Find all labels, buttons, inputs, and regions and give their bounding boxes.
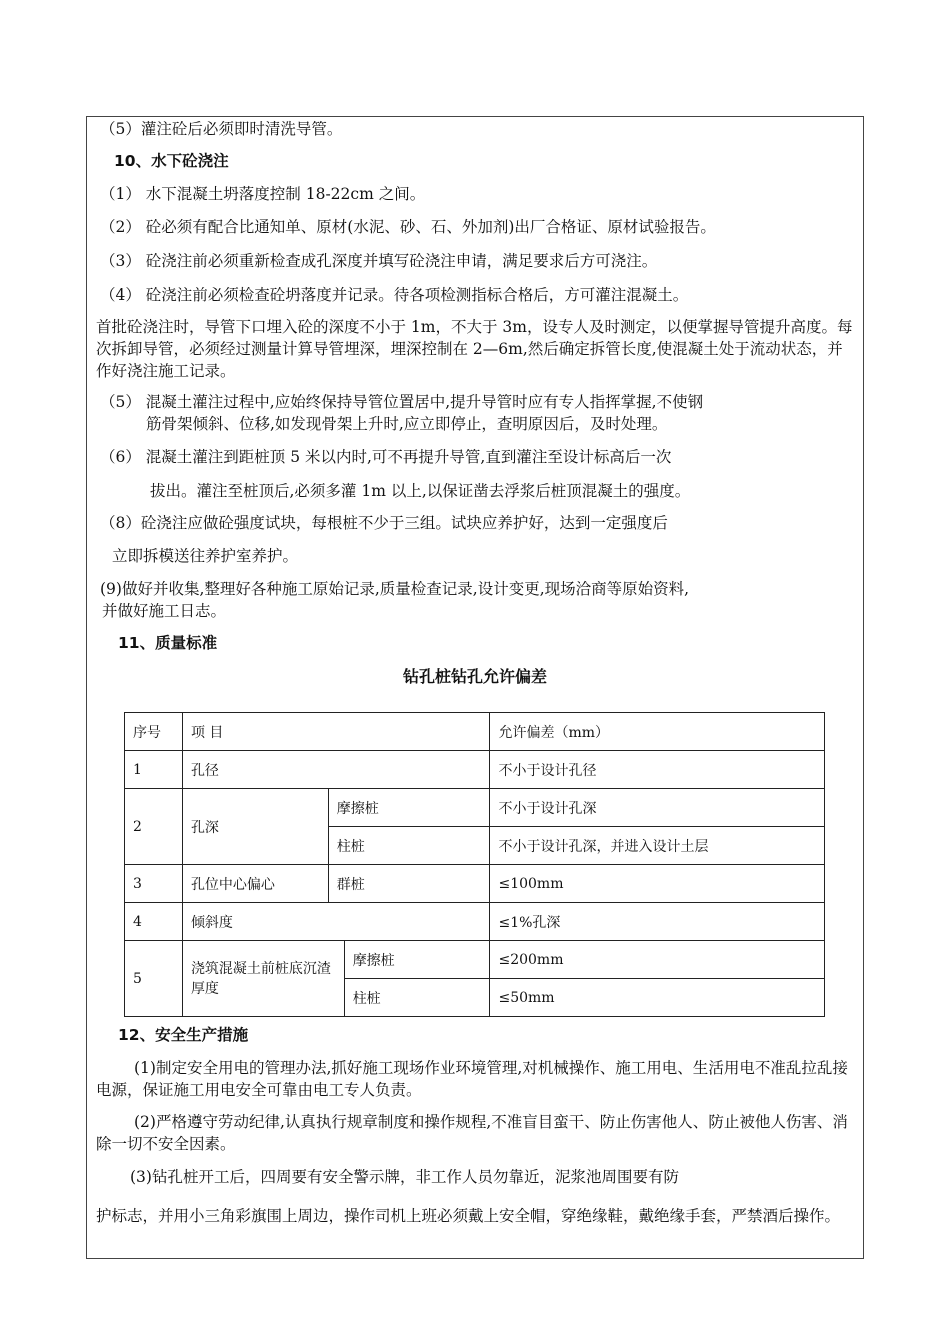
row2-item: 孔深 [182,789,328,865]
item-1: （1） 水下混凝土坍落度控制 18-22cm 之间。 [100,185,426,203]
row5-no: 5 [125,941,183,1017]
row2-sub1: 摩擦桩 [328,789,490,827]
item-4: （4） 砼浇注前必须检查砼坍落度并记录。待各项检测指标合格后，方可灌注混凝土。 [100,286,689,304]
first-pour-paragraph: 首批砼浇注时，导管下口埋入砼的深度不小于 1m，不大于 3m，设专人及时测定，以便掌握导管提升高度。每次拆卸导管，必须经过测量计算导管埋深，埋深控制在 2—6m,然后确定拆管长度,使混凝土处于流动状态，并作好浇注施工记录。 [96,318,853,380]
item-9-line-a: (9)做好并收集,整理好各种施工原始记录,质量检查记录,设计变更,现场洽商等原始资料, [100,580,690,598]
row3-no: 3 [125,865,183,903]
item-8-line-a: （8）砼浇注应做砼强度试块，每根桩不少于三组。试块应养护好，达到一定强度后 [100,514,668,532]
item-8-line-b: 立即拆模送往养护室养护。 [112,547,299,565]
row4-item: 倾斜度 [182,903,490,941]
tolerance-table [124,712,825,1017]
header-item: 项 目 [182,713,490,751]
safety-item-3-line-a: (3)钻孔桩开工后，四周要有安全警示牌，非工作人员勿靠近，泥浆池周围要有防 [130,1168,679,1186]
table-title: 钻孔桩钻孔允许偏差 [402,667,547,686]
row3-tol: ≤100mm [490,865,825,903]
item-6-line-a: （6） 混凝土灌注到距桩顶 5 米以内时,可不再提升导管,直到灌注至设计标高后一次 [100,448,672,466]
safety-item-2: (2)严格遵守劳动纪律,认真执行规章制度和操作规程,不准盲目蛮干、防止伤害他人、防止被他人伤害、消除一切不安全因素。 [96,1113,848,1153]
row5-tol1: ≤200mm [490,941,825,979]
table-row [125,865,825,903]
row2-tol1: 不小于设计孔深 [490,789,825,827]
section-10-heading: 10、水下砼浇注 [114,152,229,170]
item-3: （3） 砼浇注前必须重新检查成孔深度并填写砼浇注申请，满足要求后方可浇注。 [100,252,658,270]
row1-tol: 不小于设计孔径 [490,751,825,789]
safety-item-3-line-b: 护标志，并用小三角彩旗围上周边，操作司机上班必须戴上安全帽，穿绝缘鞋，戴绝缘手套，严禁酒后操作。 [96,1207,841,1225]
row3-sub: 群桩 [328,865,490,903]
row1-no: 1 [125,751,183,789]
item-5-line-a: （5） 混凝土灌注过程中,应始终保持导管位置居中,提升导管时应有专人指挥掌握,不使钢 [100,393,704,411]
item-5-line-b: 筋骨架倾斜、位移,如发现骨架上升时,应立即停止，查明原因后，及时处理。 [146,415,668,433]
table-row [125,941,825,979]
header-tolerance: 允许偏差（mm） [490,713,825,751]
safety-item-1: (1)制定安全用电的管理办法,抓好施工现场作业环境管理,对机械操作、施工用电、生活用电不准乱拉乱接电源，保证施工用电安全可靠由电工专人负责。 [96,1059,848,1099]
row2-sub2: 柱桩 [328,827,490,865]
table-row [125,789,825,827]
header-no: 序号 [125,713,183,751]
row3-item: 孔位中心偏心 [182,865,328,903]
section-11-heading: 11、质量标准 [118,634,218,652]
row5-item: 浇筑混凝土前桩底沉渣厚度 [182,941,344,1017]
item-2: （2） 砼必须有配合比通知单、原材(水泥、砂、石、外加剂)出厂合格证、原材试验报告。 [100,218,716,236]
table-header-row [125,713,825,751]
row4-tol: ≤1%孔深 [490,903,825,941]
table-row [125,903,825,941]
row5-tol2: ≤50mm [490,979,825,1017]
section-12-heading: 12、安全生产措施 [118,1026,249,1044]
row2-tol2: 不小于设计孔深，并进入设计土层 [490,827,825,865]
item-9-line-b: 并做好施工日志。 [102,602,227,620]
row4-no: 4 [125,903,183,941]
item-5-clean-pipe: （5）灌注砼后必须即时清洗导管。 [100,120,343,138]
item-6-line-b: 拔出。灌注至桩顶后,必须多灌 1m 以上,以保证凿去浮浆后桩顶混凝土的强度。 [150,482,691,500]
row1-item: 孔径 [182,751,490,789]
row2-no: 2 [125,789,183,865]
row5-sub2: 柱桩 [344,979,490,1017]
table-row [125,751,825,789]
row5-sub1: 摩擦桩 [344,941,490,979]
